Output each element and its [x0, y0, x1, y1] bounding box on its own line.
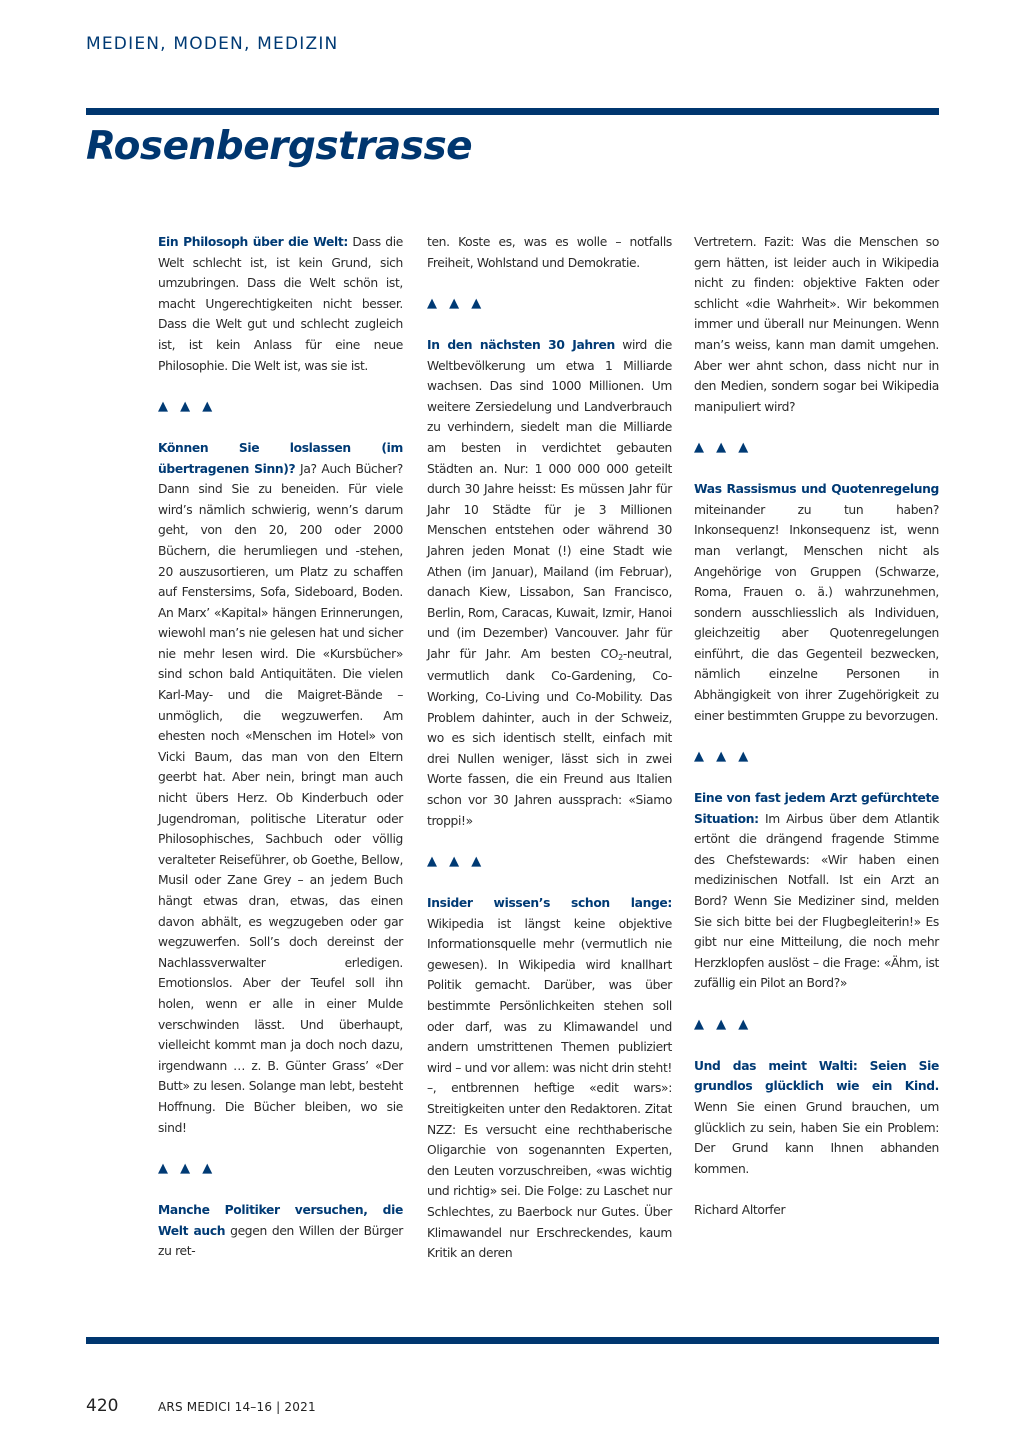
- paragraph-text: Vertretern. Fazit: Was die Menschen so gern hätten, ist leider auch in Wikipedia nicht zu finden: objektive Fakten oder schlicht «die Wahrheit». Wir bekommen immer und überall nur Meinungen. Wenn man’s weiss, kann man damit umgehen. Aber wer ahnt schon, dass nicht nur in den Medien, sondern sogar bei Wikipedia manipuliert wird?: [694, 235, 939, 414]
- section-label: MEDIEN, MODEN, MEDIZIN: [86, 34, 339, 54]
- paragraph-loslassen: [158, 438, 403, 1138]
- section-separator-icon: ▲ ▲ ▲: [158, 398, 217, 414]
- paragraph-rassismus: [694, 479, 939, 726]
- paragraph-lead: Ein Philosoph über die Welt:: [158, 235, 348, 249]
- paragraph-text: Wikipedia ist längst keine objektive Informationsquelle mehr (vermutlich nie gewesen). In Wikipedia wird knallhart Politik gemacht. Darüber, was über bestimmte Persönlichkeiten stehen soll oder darf, was zu Klimawandel und andern umstrittenen Themen publiziert wird – und vor allem: was nicht drin steht! –, entbrennen heftige «edit wars»: Streitigkeiten unter den Redaktoren. Zitat NZZ: Es versucht eine rechthaberische Oligarchie von sogenannten Experten, den Leuten vorzuschreiben, «was wichtig und richtig» sei. Die Folge: zu Laschet nur Schlechtes, zu Baerbock nur Gutes. Über Klimawandel nur Erschreckendes, kaum Kritik an deren: [427, 916, 672, 1261]
- section-separator-icon: ▲ ▲ ▲: [427, 853, 486, 869]
- paragraph-lead: Manche Politiker versuchen, die Welt auch: [158, 1202, 403, 1238]
- paragraph-wikipedia-continued: [694, 232, 939, 417]
- paragraph-politiker: [158, 1200, 403, 1262]
- article-title: Rosenbergstrasse: [86, 124, 473, 169]
- section-separator-icon: ▲ ▲ ▲: [694, 748, 753, 764]
- subscript: 2: [618, 652, 623, 662]
- page-number: 420: [86, 1396, 119, 1416]
- paragraph-politiker-continued: [427, 232, 672, 273]
- bottom-divider: [86, 1337, 939, 1344]
- section-separator-icon: ▲ ▲ ▲: [694, 439, 753, 455]
- section-separator-icon: ▲ ▲ ▲: [694, 1016, 753, 1032]
- paragraph-lead: Können Sie loslassen (im übertragenen Sinn)?: [158, 440, 403, 476]
- paragraph-text: miteinander zu tun haben? Inkonsequenz! Inkonsequenz ist, wenn man verlangt, Menschen nicht als Angehörige von Gruppen (Schwarze, Roma, Frauen o. ä.) wahrzunehmen, sondern ausschliesslich als Individuen, gleichzeitig aber Quotenregelungen einführt, die das Gegenteil bezwecken, nämlich einzelne Personen in Abhängigkeit von ihrer Zugehörigkeit zu einer bestimmten Gruppe zu bevorzugen.: [694, 502, 939, 723]
- paragraph-text: gegen den Willen der Bürger zu ret-: [158, 1223, 403, 1259]
- paragraph-arzt: [694, 788, 939, 994]
- paragraph-lead: Und das meint Walti: Seien Sie grundlos glücklich wie ein Kind.: [694, 1058, 939, 1094]
- paragraph-walti: [694, 1056, 939, 1180]
- paragraph-text: ten. Koste es, was es wolle – notfalls Freiheit, Wohlstand und Demokratie.: [427, 235, 672, 270]
- journal-issue: ARS MEDICI 14–16 | 2021: [158, 1400, 316, 1414]
- column-3: [694, 232, 939, 1221]
- author-name: Richard Altorfer: [694, 1202, 786, 1217]
- section-separator-icon: ▲ ▲ ▲: [427, 295, 486, 311]
- column-2: [427, 232, 672, 1264]
- paragraph-text: wird die Weltbevölkerung um etwa 1 Milliarde wachsen. Das sind 1000 Millionen. Um weitere Zersiedelung und Landverbrauch zu verhindern, siedelt man die Milliarde am besten in verdichtet gebauten Städten an. Nur: 1 000 000 000 geteilt durch 30 Jahre heisst: Es müssen Jahr für Jahr 10 Städte für je 3 Millionen Menschen entstehen oder während 30 Jahren jeden Monat (!) eine Stadt wie Athen (im Januar), Mailand (im Februar), danach Kiew, Lissabon, San Francisco, Berlin, Rom, Caracas, Kuwait, Izmir, Hanoi und (im Dezember) Vancouver. Jahr für Jahr für Jahr. Am besten CO: [427, 337, 673, 661]
- paragraph-wikipedia: [427, 893, 672, 1264]
- paragraph-text: Wenn Sie einen Grund brauchen, um glücklich zu sein, haben Sie ein Problem: Der Grund kann Ihnen abhanden kommen.: [694, 1099, 939, 1176]
- paragraph-text: -neutral, vermutlich dank Co-Gardening, Co-Working, Co-Living und Co-Mobility. Das Problem dahinter, auch in der Schweiz, wo es sich identisch stellt, einfach mit drei Nullen weniger, lässt sich in zwei Worte fassen, die ein Freund aus Italien schon vor 30 Jahren aussprach: «Siamo troppi!»: [427, 646, 672, 828]
- paragraph-philosoph: [158, 232, 403, 376]
- paragraph-text: Im Airbus über dem Atlantik ertönt die drängend fragende Stimme des Chefstewards: «Wir haben einen medizinischen Notfall. Ist ein Arzt an Bord? Wenn Sie Mediziner sind, melden Sie sich bitte bei der Flugbegleiterin!» Es gibt nur eine Mitteilung, die noch mehr Herzklopfen auslöst – die Frage: «Ähm, ist zufällig ein Pilot an Bord?»: [694, 811, 939, 991]
- paragraph-text: Ja? Auch Bücher? Dann sind Sie zu beneiden. Für viele wird’s nämlich schwierig, wenn’s darum geht, von den 20, 200 oder 2000 Büchern, die herumliegen und -stehen, 20 auszusortieren, um Platz zu schaffen auf Fenstersims, Sofa, Sideboard, Boden. An Marx’ «Kapital» hängen Erinnerungen, wiewohl man’s nie gelesen hat und sicher nie mehr lesen wird. Die «Kursbücher» sind schon bald Antiquitäten. Die vielen Karl-May- und die Maigret-Bände – unmöglich, die wegzuwerfen. Am ehesten noch «Menschen im Hotel» von Vicki Baum, das man von den Eltern geerbt hat. Aber nein, bringt man auch nicht übers Herz. Ob Kinderbuch oder Jugendroman, politische Literatur oder Philosophisches, Sachbuch oder völlig veralteter Reiseführer, ob Goethe, Bellow, Musil oder Zane Grey – an jedem Buch hängt etwas dran, etwas, das einen davon abhält, es wegzugeben oder gar wegzuwerfen. Soll’s doch dereinst der Nachlassverwalter erledigen. Emotionslos. Aber der Teufel soll ihn holen, wenn er alle in einer Mulde verschwinden lässt. Und überhaupt, vielleicht kommt man ja doch noch dazu, irgendwann … z. B. Günter Grass’ «Der Butt» zu lesen. Solange man lebt, besteht Hoffnung. Die Bücher bleiben, wo sie sind!: [158, 461, 403, 1135]
- column-1: [158, 232, 403, 1262]
- paragraph-lead: Was Rassismus und Quotenregelung: [694, 482, 939, 497]
- paragraph-text: Dass die Welt schlecht ist, ist kein Grund, sich umzubringen. Dass die Welt schön ist, macht Ungerechtigkeiten nicht besser. Dass die Welt gut und schlecht zugleich ist, ist kein Anlass für eine neue Philosophie. Die Welt ist, was sie ist.: [158, 235, 403, 373]
- top-divider: [86, 108, 939, 115]
- paragraph-lead: In den nächsten 30 Jahren: [427, 337, 615, 352]
- paragraph-lead: Insider wissen’s schon lange:: [427, 896, 672, 910]
- section-separator-icon: ▲ ▲ ▲: [158, 1160, 217, 1176]
- paragraph-lead: Eine von fast jedem Arzt gefürchtete Situation:: [694, 791, 939, 826]
- paragraph-30-jahre: [427, 335, 672, 831]
